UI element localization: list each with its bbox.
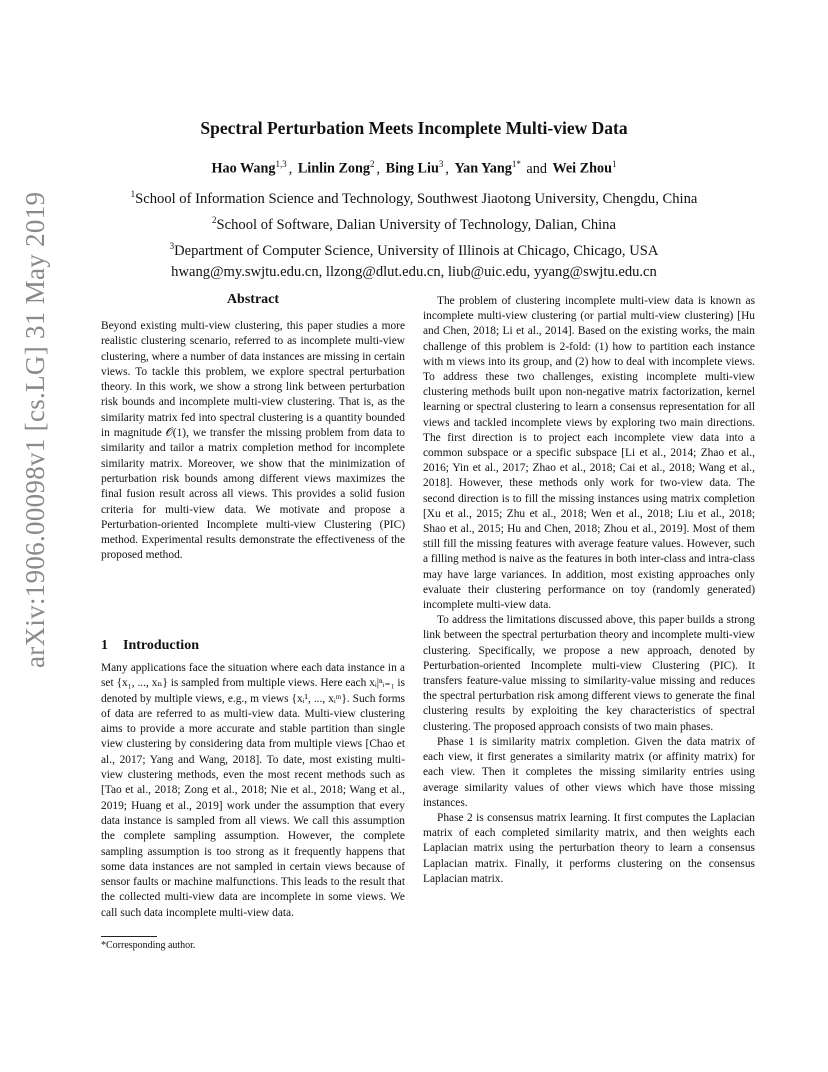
affiliation-line: $^2$School of Software, Dalian University of Technology, Dalian, China bbox=[212, 214, 616, 233]
author-conjunction: and bbox=[526, 160, 547, 177]
paragraph: To address the limitations discussed above, this paper builds a strong link between the spectral perturbation theory and incomplete multi-view clustering. Specifically, we propose a new approach, denoted by Perturbation-oriented Incomplete multi-view Clustering (PIC). It transfers feature-value missing to similarity-value missing and reduces the spectral perturbation risk among different views to generate the final clustering results by exploiting the key characteristics of spectral clustering. The proposed approach consists of two main phases. bbox=[423, 614, 755, 733]
section-title: Introduction bbox=[123, 638, 199, 653]
paragraph: The problem of clustering incomplete multi-view data is known as incomplete multi-view clustering (or partial multi-view clustering) [Hu and Chen, 2018; Li et al., 2014]. Based on the existing works, the main challenge of this problem is 2-fold: (1) how to partition each instance with m views into its group, and (2) how to deal with incomplete views. To address these two challenges, existing incomplete multi-view clustering methods built upon non-negative matrix factorization, kernel learning or spectral clustering to learn a consensus representation for all views and tackled incomplete views by exploring two main directions. The first direction is to project each incomplete view data into a common subspace or a specific subspace [Li et al., 2014; Zhao et al., 2016; Yin et al., 2017; Zhao et al., 2018; Cai et al., 2018; Wang et al., 2018]. However, these methods only work for two-view data. The second direction is to fill the missing instances using matrix completion [Xu et al., 2015; Zhu et al., 2018; Wen et al., 2018; Liu et al., 2018; Shao et al., 2015; Hu and Chen, 2018; Zhou et al., 2019]. Most of them still fill the missing features with average feature values. However, such a filling method is naive as the features in both inter-class and intra-class may have large variances. In addition, most existing approaches only evaluate their clustering performance on toy (randomly generated) incomplete multi-view data. bbox=[423, 295, 755, 612]
email-line: hwang@my.swjtu.edu.cn, llzong@dlut.edu.cn, liub@uic.edu, yyang@swjtu.edu.cn bbox=[171, 263, 657, 280]
affiliation-line: $^1$School of Information Science and Technology, Southwest Jiaotong University, Chengdu, China bbox=[130, 189, 698, 207]
author-name: Wei Zhou bbox=[552, 160, 612, 177]
affiliation-line: $^3$Department of Computer Science, University of Illinois at Chicago, Chicago, USA bbox=[169, 240, 659, 259]
paragraph: Phase 1 is similarity matrix completion. Given the data matrix of each view, it first generates a similarity matrix (or affinity matrix) for each view. Then it completes the missing similarity entries using average similarity values of other views which have those missing instances. bbox=[423, 735, 755, 809]
abstract-text: Beyond existing multi-view clustering, this paper studies a more realistic clustering scenario, referred to as incomplete multi-view clustering, where a number of data instances are missing in certain views. To tackle this problem, we explore spectral perturbation theory. In this work, we show a strong link between perturbation risk bounds and incomplete multi-view clustering. That is, as the similarity matrix fed into spectral clustering is a quantity bounded in magnitude 𝒪(1), we transfer the missing problem from data to similarity and tailor a matrix completion method for incomplete similarity matrix. Moreover, we show that the minimization of perturbation risk bounds among different views maximizes the final fusion result across all views. This provides a solid fusion criteria for multi-view data. We motivate and propose a Perturbation-oriented Incomplete multi-view Clustering (PIC) method. Experimental results demonstrate the effectiveness of the proposed method. bbox=[101, 320, 405, 562]
footnote: *Corresponding author. bbox=[101, 940, 196, 951]
author-affil-sup: 1 bbox=[612, 159, 617, 169]
author-affil-sup: 3 bbox=[438, 159, 444, 169]
abstract-heading: Abstract bbox=[226, 292, 280, 307]
author-affil-sup: 1,3 bbox=[275, 159, 287, 169]
author-affil-sup: 2 bbox=[370, 159, 375, 169]
author-affil-sup: 1* bbox=[511, 159, 521, 169]
section-heading-introduction bbox=[101, 638, 199, 654]
footnote-rule bbox=[101, 936, 157, 937]
author-name: Yan Yang bbox=[454, 160, 512, 177]
author-name: Linlin Zong bbox=[297, 160, 371, 177]
abstract-body bbox=[101, 319, 405, 564]
author-name: Hao Wang bbox=[211, 160, 276, 177]
arxiv-stamp: arXiv:1906.00098v1 [cs.LG] 31 May 2019 bbox=[20, 191, 50, 668]
affiliation-block bbox=[0, 184, 828, 283]
paper-title: Spectral Perturbation Meets Incomplete Multi-view Data bbox=[200, 118, 628, 138]
author-list: Hao Wang$^{1,3}$ , Linlin Zong$^2$ , Bing Liu$^3$ , Yan Yang$^{1*}$ and Wei Zhou$^1$ bbox=[211, 159, 617, 177]
introduction-body bbox=[101, 661, 405, 921]
paragraph: Phase 2 is consensus matrix learning. It first computes the Laplacian matrix of each completed similarity matrix, and then weights each Laplacian matrix using the perturbation theory to learn a consensus Laplacian matrix. Finally, it performs clustering on the consensus Laplacian matrix. bbox=[423, 811, 755, 885]
section-number: 1 bbox=[101, 638, 108, 653]
author-name: Bing Liu bbox=[385, 160, 439, 177]
right-column bbox=[423, 294, 755, 887]
introduction-paragraph: Many applications face the situation where each data instance in a set {x₁, ..., xₙ} is sampled from multiple views. Here each xᵢ|ⁿᵢ₌₁ is denoted by multiple views, e.g., m views {xᵢ¹, ..., xᵢᵐ}. Such forms of data are referred to as multi-view data. Multi-view clustering aims to provide a more accurate and stable partition than single view clustering by considering data from multiple views [Chao et al., 2017; Yang and Wang, 2018]. To date, most existing multi-view clustering methods, even the most recent methods such as [Tao et al., 2018; Zong et al., 2018; Nie et al., 2018; Wang et al., 2019; Huang et al., 2019] work under the assumption that every data instance is sampled from all views. We call this assumption the complete sampling assumption. However, the complete sampling assumption is too strong as it frequently happens that some data instances are not sampled in certain views because of sensor faults or machine malfunctions. This leads to the result that the collected multi-view data are incomplete in some views. We call such data incomplete multi-view data. bbox=[101, 662, 405, 919]
